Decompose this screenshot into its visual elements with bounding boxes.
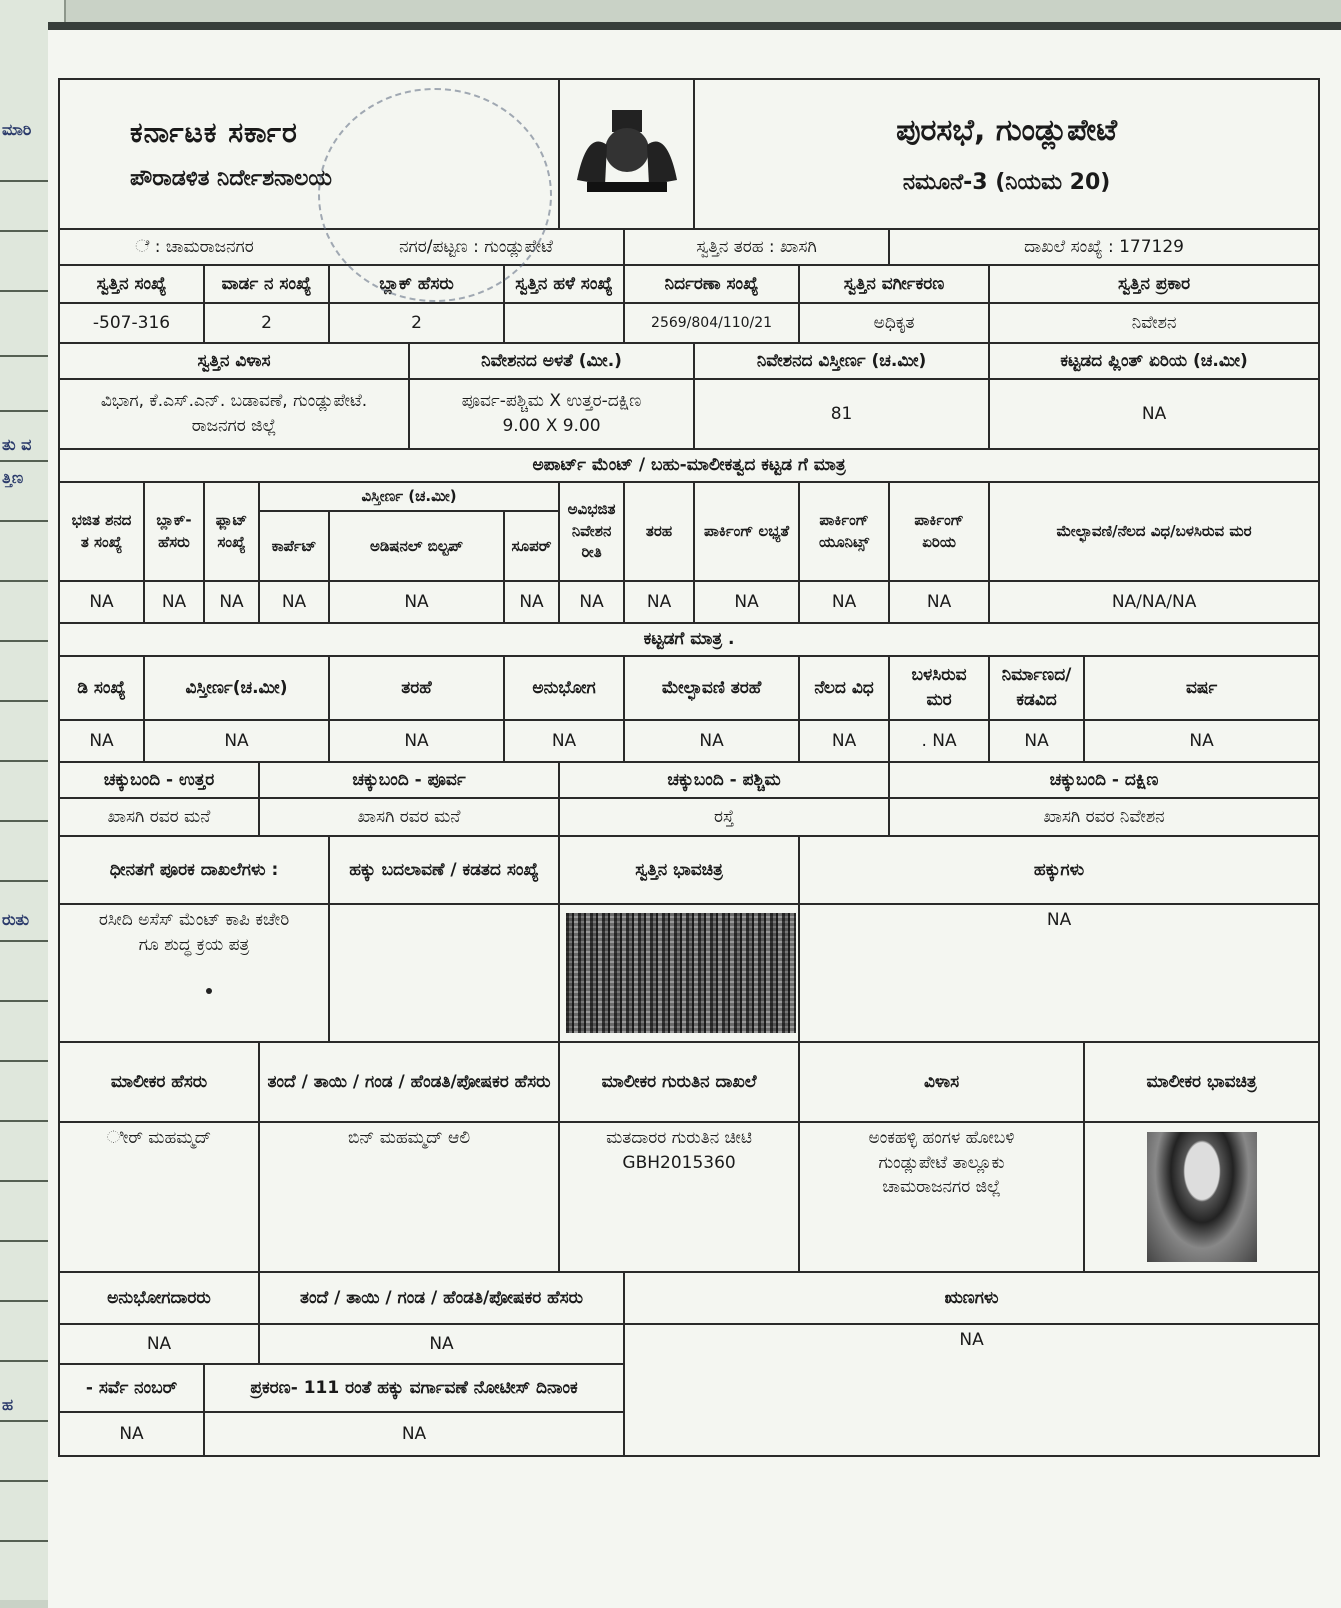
occupant-relation-header: ತಂದೆ / ತಾಯಿ / ಗಂಡ / ಹೆಂಡತಿ/ಪೋಷಕರ ಹೆಸರು — [259, 1272, 624, 1324]
ward-number: 2 — [204, 303, 329, 343]
dimension-label: ಪೂರ್ವ-ಪಶ್ಚಿಮ X ಉತ್ತರ-ದಕ್ಷಿಣ — [461, 391, 642, 412]
supporting-docs-header: ಧೀನತಗೆ ಪೂರಕ ದಾಖಲೆಗಳು : — [59, 836, 329, 904]
bld-value: NA — [624, 720, 799, 762]
supporting-docs — [59, 904, 329, 1042]
apt-col-header: ತರಹ — [624, 482, 694, 582]
apt-value: NA — [144, 581, 204, 623]
bld-col-header: ವರ್ಷ — [1084, 656, 1319, 720]
transfer-file-number — [329, 904, 559, 1042]
boundary-value: ಖಾಸಗಿ ರವರ ನಿವೇಶನ — [889, 798, 1319, 836]
survey-number-header: - ಸರ್ವೆ ನಂಬರ್ — [59, 1364, 204, 1412]
owner-photo-header: ಮಾಲೀಕರ ಭಾವಚಿತ್ರ — [1084, 1042, 1319, 1122]
assessment-number: 2569/804/110/21 — [624, 303, 799, 343]
boundary-value: ಖಾಸಗಿ ರವರ ಮನೆ — [59, 798, 259, 836]
encumbrance-value: NA — [624, 1324, 1319, 1456]
property-kind-header: ಸ್ವತ್ತಿನ ಪ್ರಕಾರ — [989, 265, 1319, 303]
district-label: ೆ : ಚಾಮರಾಜನಗರ — [59, 229, 329, 265]
boundary-header: ಚಕ್ಕುಬಂದಿ - ಉತ್ತರ — [59, 762, 259, 798]
apt-col-header: ಪಾರ್ಕಿಂಗ್ ಲಭ್ಯತೆ — [694, 482, 799, 582]
block-name-header: ಬ್ಲಾಕ್ ಹೆಸರು — [329, 265, 504, 303]
boundary-value: ಖಾಸಗಿ ರವರ ಮನೆ — [259, 798, 559, 836]
apt-col-header: ಸೂಪರ್ — [504, 511, 559, 581]
occupant-name: NA — [59, 1324, 259, 1364]
apt-area-group: ವಿಸ್ತೀರ್ಣ (ಚ.ಮೀ) — [259, 482, 559, 512]
rights-header: ಹಕ್ಕುಗಳು — [799, 836, 1319, 904]
facing-page-text: ತು ವ — [2, 435, 32, 454]
facing-page-text: ತ್ತಿಣ — [2, 468, 24, 487]
boundary-header: ಚಕ್ಕುಬಂದಿ - ದಕ್ಷಿಣ — [889, 762, 1319, 798]
emblem-cell — [559, 79, 694, 229]
bullet-dot — [206, 988, 212, 994]
owner-id-type: ಮತದಾರರ ಗುರುತಿನ ಚೀಟಿ — [606, 1128, 752, 1149]
occupant-header: ಅನುಭೋಗದಾರರು — [59, 1272, 259, 1324]
owner-address-line: ಚಾಮರಾಜನಗರ ಜಿಲ್ಲೆ — [882, 1177, 1001, 1198]
apt-col-header: ಅವಿಭಜಿತ ನಿವೇಶನ ರೀತಿ — [559, 482, 624, 582]
owner-id-number: GBH2015360 — [622, 1152, 736, 1173]
apt-col-header: ಪಾರ್ಕಿಂಗ್ ಯೂನಿಟ್ಸ್ — [799, 482, 889, 582]
apt-col-header: ಮೇಲ್ಛಾವಣಿ/ನೆಲದ ವಿಧ/ಬಳಸಿರುವ ಮರ — [989, 482, 1319, 582]
property-kind: ನಿವೇಶನ — [989, 303, 1319, 343]
assessment-number-header: ನಿರ್ದರಣಾ ಸಂಖ್ಯೆ — [624, 265, 799, 303]
facing-page-text: ಹ — [2, 1395, 14, 1414]
property-photo-cell — [559, 904, 799, 1042]
dimension-value: 9.00 X 9.00 — [502, 416, 601, 436]
owner-id-header: ಮಾಲೀಕರ ಗುರುತಿನ ದಾಖಲೆ — [559, 1042, 799, 1122]
apt-value: NA — [799, 581, 889, 623]
owner-photo — [1147, 1132, 1257, 1262]
owner-address-line: ಅಂಕಹಳ್ಳಿ ಹಂಗಳ ಹೋಬಳಿ — [868, 1128, 1015, 1149]
town-label: ನಗರ/ಪಟ್ಟಣ : ಗುಂಡ್ಲುಪೇಟೆ — [329, 229, 624, 265]
doc-line: ರಸೀದಿ ಅಸೆಸ್ ಮೆಂಟ್ ಕಾಪಿ ಕಚೇರಿ — [98, 910, 290, 931]
bld-col-header: ನೆಲದ ವಿಧ — [799, 656, 889, 720]
site-area-header: ನಿವೇಶನದ ವಿಸ್ತೀರ್ಣ (ಚ.ಮೀ) — [694, 343, 989, 379]
address-line: ರಾಜನಗರ ಜಿಲ್ಲೆ — [191, 416, 277, 436]
bld-col-header: ಅನುಭೋಗ — [504, 656, 624, 720]
property-address — [59, 379, 409, 449]
bld-col-header: ಮೇಲ್ಛಾವಣಿ ತರಹೆ — [624, 656, 799, 720]
govt-title: ಕರ್ನಾಟಕ ಸರ್ಕಾರ — [130, 115, 298, 149]
boundary-header: ಚಕ್ಕುಬಂದಿ - ಪಶ್ಚಿಮ — [559, 762, 889, 798]
apt-col-header: ಕಾರ್ಪೆಟ್ — [259, 511, 329, 581]
boundary-value: ರಸ್ತೆ — [559, 798, 889, 836]
bld-value: NA — [59, 720, 144, 762]
property-register-form — [58, 78, 1320, 1457]
address-line: ವಿಭಾಗ, ಕೆ.ಎಸ್.ಎನ್. ಬಡಾವಣೆ, ಗುಂಡ್ಲುಪೇಟೆ. — [100, 391, 368, 412]
apt-value: NA — [259, 581, 329, 623]
apt-value: NA — [204, 581, 259, 623]
bld-value: NA — [799, 720, 889, 762]
site-dimensions — [409, 379, 694, 449]
old-number-header: ಸ್ವತ್ತಿನ ಹಳೆ ಸಂಖ್ಯೆ — [504, 265, 624, 303]
apt-value: NA — [889, 581, 989, 623]
apt-col-header: ಬ್ಲಾಕ್- ಹೆಸರು — [144, 482, 204, 582]
apt-value: NA — [59, 581, 144, 623]
bld-value: NA — [144, 720, 329, 762]
apt-value: NA — [559, 581, 624, 623]
bld-col-header: ನಿರ್ಮಾಣದ/ ಕಡವಿದ — [989, 656, 1084, 720]
owner-address-line: ಗುಂಡ್ಲುಪೇಟೆ ತಾಲ್ಲೂಕು — [878, 1152, 1005, 1173]
facing-page-text: ಮಾರಿ — [2, 120, 32, 139]
rights-value: NA — [799, 904, 1319, 1042]
classification-header: ಸ್ವತ್ತಿನ ವರ್ಗೀಕರಣ — [799, 265, 989, 303]
old-number — [504, 303, 624, 343]
apt-col-header: ಪಾರ್ಕಿಂಗ್ ಏರಿಯ — [889, 482, 989, 582]
dept-title: ಪೌರಾಡಳಿತ ನಿರ್ದೇಶನಾಲಯ — [130, 166, 332, 192]
facing-page-text: ರುತು — [2, 910, 30, 929]
bld-col-header: ಬಳಸಿರುವ ಮರ — [889, 656, 989, 720]
municipality-title: ಪುರಸಭೆ, ಗುಂಡ್ಲುಪೇಟೆ — [896, 113, 1118, 149]
apt-value: NA/NA/NA — [989, 581, 1319, 623]
apt-value: NA — [504, 581, 559, 623]
owner-photo-cell — [1084, 1122, 1319, 1272]
transfer-file-header: ಹಕ್ಕು ಬದಲಾವಣೆ / ಕಡತದ ಸಂಖ್ಯೆ — [329, 836, 559, 904]
bld-value: NA — [329, 720, 504, 762]
apt-value: NA — [694, 581, 799, 623]
office-seal — [318, 88, 552, 302]
occupant-relation: NA — [259, 1324, 624, 1364]
bld-value: NA — [989, 720, 1084, 762]
transfer-notice-date: NA — [204, 1412, 624, 1456]
doc-line: ಗೂ ಶುದ್ಧ ಕ್ರಯ ಪತ್ರ — [138, 934, 250, 955]
bld-col-header: ತರಹೆ — [329, 656, 504, 720]
boundary-header: ಚಕ್ಕುಬಂದಿ - ಪೂರ್ವ — [259, 762, 559, 798]
bld-value: . NA — [889, 720, 989, 762]
bld-value: NA — [504, 720, 624, 762]
karnataka-emblem-icon — [567, 100, 687, 200]
apartment-section-title: ಅಪಾರ್ಟ್ ಮೆಂಟ್ / ಬಹು-ಮಾಲೀಕತ್ವದ ಕಟ್ಟಡ ಗೆ ಮಾತ್ರ — [59, 449, 1319, 482]
owner-name-header: ಮಾಲೀಕರ ಹೆಸರು — [59, 1042, 259, 1122]
owner-relation: ಬಿನ್ ಮಹಮ್ಮದ್ ಆಲಿ — [259, 1122, 559, 1272]
owner-id — [559, 1122, 799, 1272]
site-area: 81 — [694, 379, 989, 449]
bld-col-header: ವಿಸ್ತೀರ್ಣ(ಚ.ಮೀ) — [144, 656, 329, 720]
record-number: ದಾಖಲೆ ಸಂಖ್ಯೆ : 177129 — [889, 229, 1319, 265]
building-section-title: ಕಟ್ಟಡಗೆ ಮಾತ್ರ . — [59, 623, 1319, 656]
transfer-notice-header: ಪ್ರಕರಣ- 111 ರಂತೆ ಹಕ್ಕು ವರ್ಗಾವಣೆ ನೋಟೀಸ್ ದಿನಾಂಕ — [204, 1364, 624, 1412]
apt-value: NA — [329, 581, 504, 623]
dimension-header: ನಿವೇಶನದ ಅಳತೆ (ಮೀ.) — [409, 343, 694, 379]
apt-col-header: ಅಡಿಷನಲ್ ಬಿಲ್ಟಪ್ — [329, 511, 504, 581]
plinth-area: NA — [989, 379, 1319, 449]
bld-value: NA — [1084, 720, 1319, 762]
apt-col-header: ಫ್ಲಾಟ್ ಸಂಖ್ಯೆ — [204, 482, 259, 582]
header-right — [694, 79, 1319, 229]
survey-number: NA — [59, 1412, 204, 1456]
apt-col-header: ಭಜಿತ ಶನದ ತ ಸಂಖ್ಯೆ — [59, 482, 144, 582]
property-number-header: ಸ್ವತ್ತಿನ ಸಂಖ್ಯೆ — [59, 265, 204, 303]
owner-address — [799, 1122, 1084, 1272]
address-header: ಸ್ವತ್ತಿನ ವಿಳಾಸ — [59, 343, 409, 379]
block-name: 2 — [329, 303, 504, 343]
property-type-label: ಸ್ವತ್ತಿನ ತರಹ : ಖಾಸಗಿ — [624, 229, 889, 265]
property-photo-header: ಸ್ವತ್ತಿನ ಭಾವಚಿತ್ರ — [559, 836, 799, 904]
ward-number-header: ವಾರ್ಡ ನ ಸಂಖ್ಯೆ — [204, 265, 329, 303]
encumbrance-header: ಋಣಗಳು — [624, 1272, 1319, 1324]
owner-name: ೀರ್ ಮಹಮ್ಮದ್ — [59, 1122, 259, 1272]
form-number: ನಮೂನೆ-3 (ನಿಯಮ 20) — [902, 169, 1111, 195]
bld-col-header: ಡಿ ಸಂಖ್ಯೆ — [59, 656, 144, 720]
property-photo — [566, 913, 796, 1033]
plinth-area-header: ಕಟ್ಟಡದ ಪ್ಲಿಂತ್ ಏರಿಯ (ಚ.ಮೀ) — [989, 343, 1319, 379]
property-number: -507-316 — [59, 303, 204, 343]
owner-relation-header: ತಂದೆ / ತಾಯಿ / ಗಂಡ / ಹೆಂಡತಿ/ಪೋಷಕರ ಹೆಸರು — [259, 1042, 559, 1122]
owner-address-header: ವಿಳಾಸ — [799, 1042, 1084, 1122]
classification: ಅಧಿಕೃತ — [799, 303, 989, 343]
apt-value: NA — [624, 581, 694, 623]
